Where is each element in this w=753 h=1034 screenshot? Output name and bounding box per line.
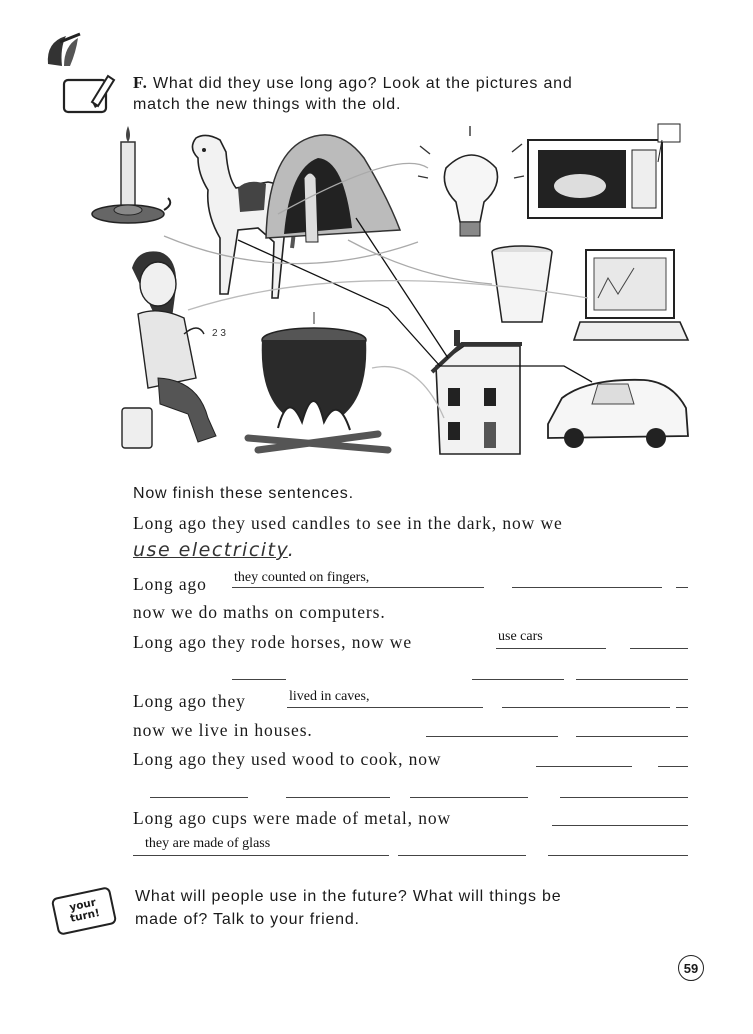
cave-image [266,135,400,242]
exercise-letter: F. [133,73,148,92]
instruction-line2: match the new things with the old. [133,96,402,113]
microwave-image [528,124,680,218]
computer-image [574,250,688,340]
light-bulb-image [418,126,524,236]
page-number: 59 [678,955,704,981]
sentence-5-blank2 [658,766,688,767]
sentence-6-start: Long ago cups were made of metal, now [133,808,452,828]
your-turn-badge [51,886,118,936]
your-turn-label: your turn! [68,896,101,925]
sentence-3-blank5 [576,679,688,680]
matching-illustration [88,118,698,470]
sentence-3-answer[interactable]: use cars [498,629,543,644]
sentence-1-answer[interactable] [133,539,295,561]
sentence-6-blank4 [548,855,688,856]
sentence-4-blank [287,707,483,708]
sentence-5-blank5 [410,797,528,798]
sentence-3-blank3 [232,679,286,680]
svg-text:2 3: 2 3 [212,328,226,339]
instruction-line1: What did they use long ago? Look at the pictures and [152,75,573,92]
sentence-5-start: Long ago they used wood to cook, now [133,749,442,769]
book-logo-icon [40,28,90,72]
sentence-2-blank2 [512,587,662,588]
sentence-6-blank [552,825,688,826]
sentence-4-blank2 [502,707,670,708]
cauldron-image [248,312,388,450]
sentence-3-start: Long ago they rode horses, now we [133,632,413,652]
sentence-2-blank3 [676,587,688,588]
sentence-5-blank4 [286,797,390,798]
sentence-3-blank [496,648,606,649]
sentence-6-blank3 [398,855,526,856]
sentence-2-end: now we do maths on computers. [133,602,386,622]
sentence-4-blank3 [676,707,688,708]
sentence-4-answer[interactable]: lived in caves, [289,689,370,704]
sentence-1-answer-text: use electricity [133,539,288,561]
car-image [548,380,688,448]
sentence-1-end: . [287,539,296,561]
sentence-1-text: Long ago they used candles to see in the dark, now we [133,513,563,533]
sentence-5-blank6 [560,797,688,798]
sentence-2-start: Long ago [133,574,207,594]
your-turn-line2: made of? Talk to your friend. [135,911,360,928]
sentence-2-answer[interactable]: they counted on fingers, [234,570,370,585]
sentence-6-answer[interactable]: they are made of glass [145,836,271,851]
sentence-4-blank5 [576,736,688,737]
woman-counting-image [122,251,226,448]
sentence-3-blank4 [472,679,564,680]
sentence-5-blank3 [150,797,248,798]
sentences-prompt: Now finish these sentences. [133,485,354,502]
sentence-4-start: Long ago they [133,691,246,711]
candle-image [92,126,170,223]
sentence-3-blank2 [630,648,688,649]
plastic-cup-image [492,246,552,322]
sentence-2-blank [232,587,484,588]
exercise-instruction [133,73,693,93]
sentence-5-blank [536,766,632,767]
sentence-4-end: now we live in houses. [133,720,313,740]
your-turn-line1: What will people use in the future? What will things be [135,888,562,905]
sentence-6-blank2 [133,855,389,856]
house-image [432,330,522,454]
pencil-box-icon [62,72,118,116]
sentence-4-blank4 [426,736,558,737]
